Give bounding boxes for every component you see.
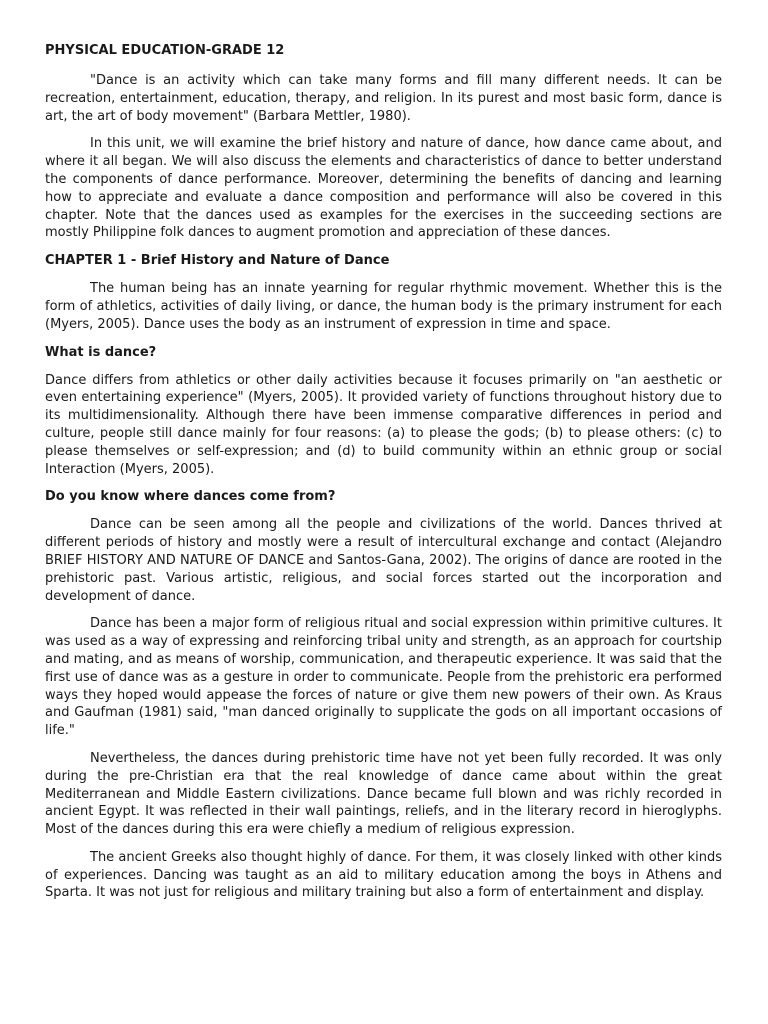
chapter-heading: CHAPTER 1 - Brief History and Nature of Dance (45, 253, 390, 269)
intro-unit-paragraph: In this unit, we will examine the brief history and nature of dance, how dance came about, and where it all began. We will also discuss the elements and characteristics of dance to better understand the components of dance performance. Moreover, determining the benefits of dancing and learning how to appreciate and evaluate a dance composition and performance will also be covered in this chapter. Note that the dances used as examples for the exercises in the succeeding sections are mostly Philippine folk dances to augment promotion and appreciation of these dances. (45, 136, 722, 241)
what-is-dance-heading: What is dance? (45, 344, 157, 360)
chapter-paragraph: The human being has an innate yearning for regular rhythmic movement. Whether this is the form of athletics, activities of daily living, or dance, the human body is the primary instrument for each (Myers, 2005). Dance uses the body as an instrument of expression in time and space. (45, 281, 722, 332)
origins-paragraph-4: The ancient Greeks also thought highly of dance. For them, it was closely linked with other kinds of experiences. Dancing was taught as an aid to military education among the boys in Athens and Sparta. It was not just for religious and military training but also a form of entertainment and display. (45, 849, 722, 901)
where-dances-come-from-heading: Do you know where dances come from? (45, 489, 336, 505)
intro-quote-paragraph: "Dance is an activity which can take many forms and fill many different needs. It can be recreation, entertainment, education, therapy, and religion. In its purest and most basic form, dance is art, the art of body movement" (Barbara Mettler, 1980). (45, 73, 722, 124)
what-is-dance-paragraph: Dance differs from athletics or other daily activities because it focuses primarily on "an aesthetic or even entertaining experience" (Myers, 2005). It provided variety of functions throughout history due to its multidimensionality. Although there have been immense comparative differences in period and culture, people still dance mainly for four reasons: (a) to please the gods; (b) to please others: (c) to please themselves or self-expression; and (d) to build community within an ethnic group or social Interaction (Myers, 2005). (45, 372, 722, 477)
origins-paragraph-1: Dance can be seen among all the people and civilizations of the world. Dances thrived at different periods of history and mostly were a result of intercultural exchange and contact (Alejandro BRIEF HISTORY AND NATURE OF DANCE and Santos-Gana, 2002). The origins of dance are rooted in the prehistoric past. Various artistic, religious, and social forces started out the incorporation and development of dance. (45, 517, 722, 604)
document-page (45, 42, 722, 912)
document-title: PHYSICAL EDUCATION-GRADE 12 (45, 43, 285, 58)
origins-paragraph-2: Dance has been a major form of religious ritual and social expression within primitive cultures. It was used as a way of expressing and reinforcing tribal unity and strength, as an approach for courtship and mating, and as means of worship, communication, and therapeutic experience. It was said that the first use of dance was as a gesture in order to communicate. People from the prehistoric era performed ways they hoped would appease the forces of nature or give them new powers of their own. As Kraus and Gaufman (1981) said, "man danced originally to supplicate the gods on all important occasions of life." (45, 616, 722, 739)
origins-paragraph-3: Nevertheless, the dances during prehistoric time have not yet been fully recorded. It was only during the pre-Christian era that the real knowledge of dance came about within the great Mediterranean and Middle Eastern civilizations. Dance became full blown and was richly recorded in ancient Egypt. It was reflected in their wall paintings, reliefs, and in the literary record in hieroglyphs. Most of the dances during this era were chiefly a medium of religious expression. (45, 750, 722, 838)
